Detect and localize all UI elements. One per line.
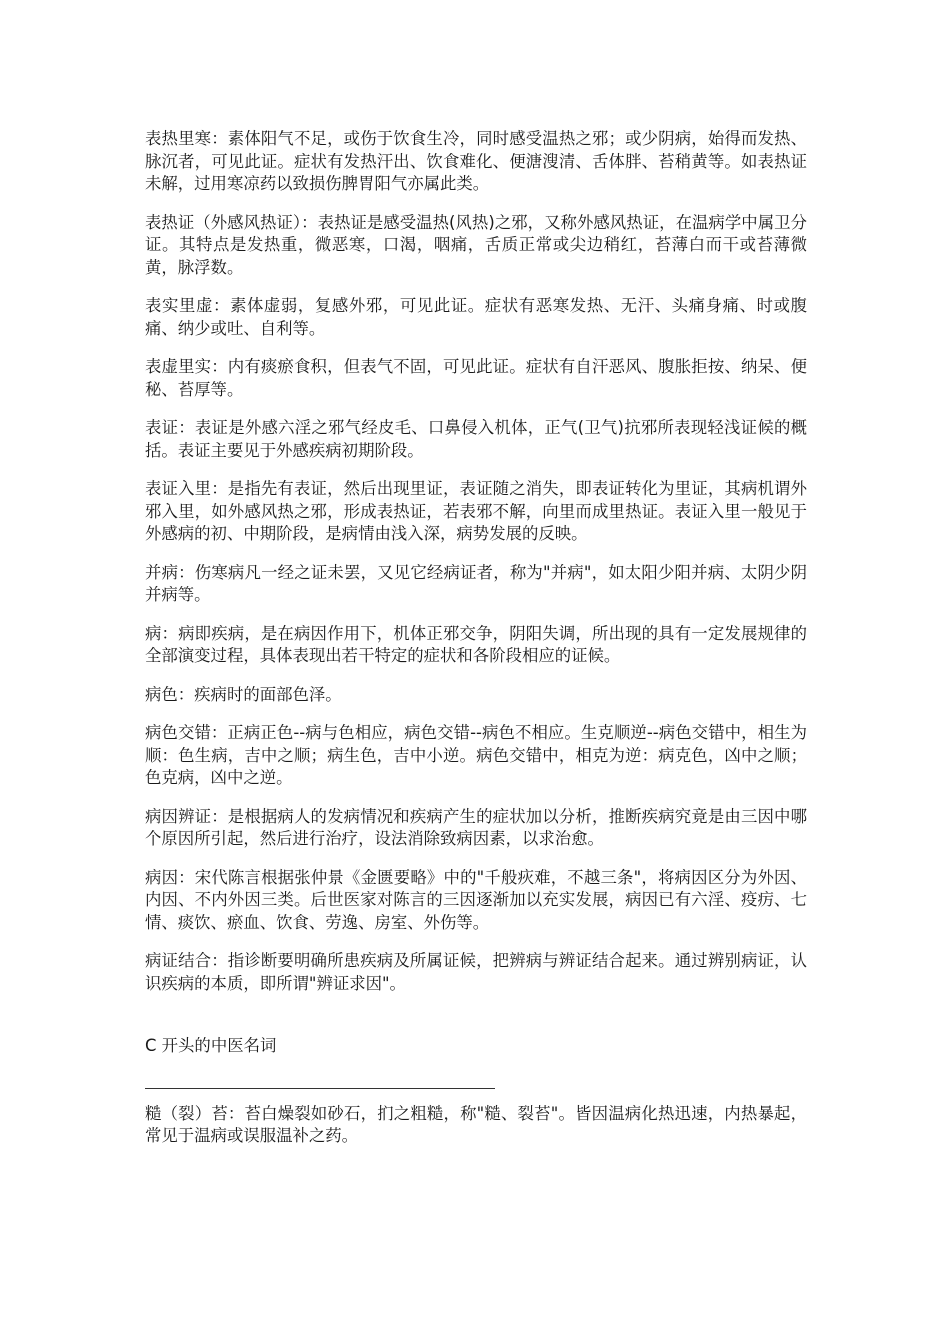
term-entry-biaoshilixu: 表实里虚：素体虚弱，复感外邪，可见此证。症状有恶寒发热、无汗、头痛身痛、时或腹痛、纳少或吐、自利等。 xyxy=(145,296,807,338)
term-entry-bingsejiaocuo: 病色交错：正病正色--病与色相应，病色交错--病色不相应。生克顺逆--病色交错中，相生为顺：色生病，吉中之顺；病生色，吉中小逆。病色交错中，相克为逆：病克色，凶中之顺；色克病，凶中之逆。 xyxy=(145,723,807,787)
term-entry-bingyin: 病因：宋代陈言根据张仲景《金匮要略》中的"千般疢难，不越三条"，将病因区分为外因、内因、不内外因三类。后世医家对陈言的三因逐渐加以充实发展，病因已有六淫、疫疠、七情、痰饮、瘀血、饮食、劳逸、房室、外伤等。 xyxy=(145,867,807,932)
section-divider xyxy=(145,1088,495,1089)
term-entry-biaozhengruli: 表证入里：是指先有表证，然后出现里证，表证随之消失，即表证转化为里证，其病机谓外邪入里，如外感风热之邪，形成表热证，若表邪不解，向里而成里热证。表证入里一般见于外感病的初、中期阶段，是病情由浅入深，病势发展的反映。 xyxy=(145,479,807,543)
term-entry-caotai: 糙（裂）苔：苔白燥裂如砂石，扪之粗糙，称"糙、裂苔"。皆因温病化热迅速，内热暴起，常见于温病或误服温补之药。 xyxy=(145,1103,807,1145)
section-heading: C 开头的中医名词 xyxy=(145,1036,277,1055)
term-entry-bingzhengjiehe: 病证结合：指诊断要明确所患疾病及所属证候，把辨病与辨证结合起来。通过辨别病证，认识疾病的本质，即所谓"辨证求因"。 xyxy=(145,951,807,993)
document-page xyxy=(145,128,807,1164)
term-entry-bingbing: 并病：伤寒病凡一经之证未罢，又见它经病证者，称为"并病"，如太阳少阳并病、太阴少阴并病等。 xyxy=(145,562,807,604)
term-entry-bingse: 病色：疾病时的面部色泽。 xyxy=(145,684,342,704)
term-entry-biaoreliihan: 表热里寒：素体阳气不足，或伤于饮食生冷，同时感受温热之邪；或少阴病，始得而发热、脉沉者，可见此证。症状有发热汗出、饮食难化、便溏溲清、舌体胖、苔稍黄等。如表热证未解，过用寒凉药以致损伤脾胃阳气亦属此类。 xyxy=(145,129,807,193)
term-entry-biaozheng: 表证：表证是外感六淫之邪气经皮毛、口鼻侵入机体，正气(卫气)抗邪所表现轻浅证候的概括。表证主要见于外感疾病初期阶段。 xyxy=(145,418,807,460)
term-entry-bing: 病：病即疾病，是在病因作用下，机体正邪交争，阴阳失调，所出现的具有一定发展规律的全部演变过程，具体表现出若干特定的症状和各阶段相应的证候。 xyxy=(145,623,807,665)
term-entry-bingyinbianzheng: 病因辨证：是根据病人的发病情况和疾病产生的症状加以分析，推断疾病究竟是由三因中哪个原因所引起，然后进行治疗，设法消除致病因素，以求治愈。 xyxy=(145,806,807,848)
term-entry-biaorezheng: 表热证（外感风热证）：表热证是感受温热(风热)之邪，又称外感风热证，在温病学中属卫分证。其特点是发热重，微恶寒，口渴，咽痛，舌质正常或尖边稍红，苔薄白而干或苔薄微黄，脉浮数。 xyxy=(145,212,807,277)
term-entry-biaoxulishi: 表虚里实：内有痰瘀食积，但表气不固，可见此证。症状有自汗恶风、腹胀拒按、纳呆、便秘、苔厚等。 xyxy=(145,357,807,399)
